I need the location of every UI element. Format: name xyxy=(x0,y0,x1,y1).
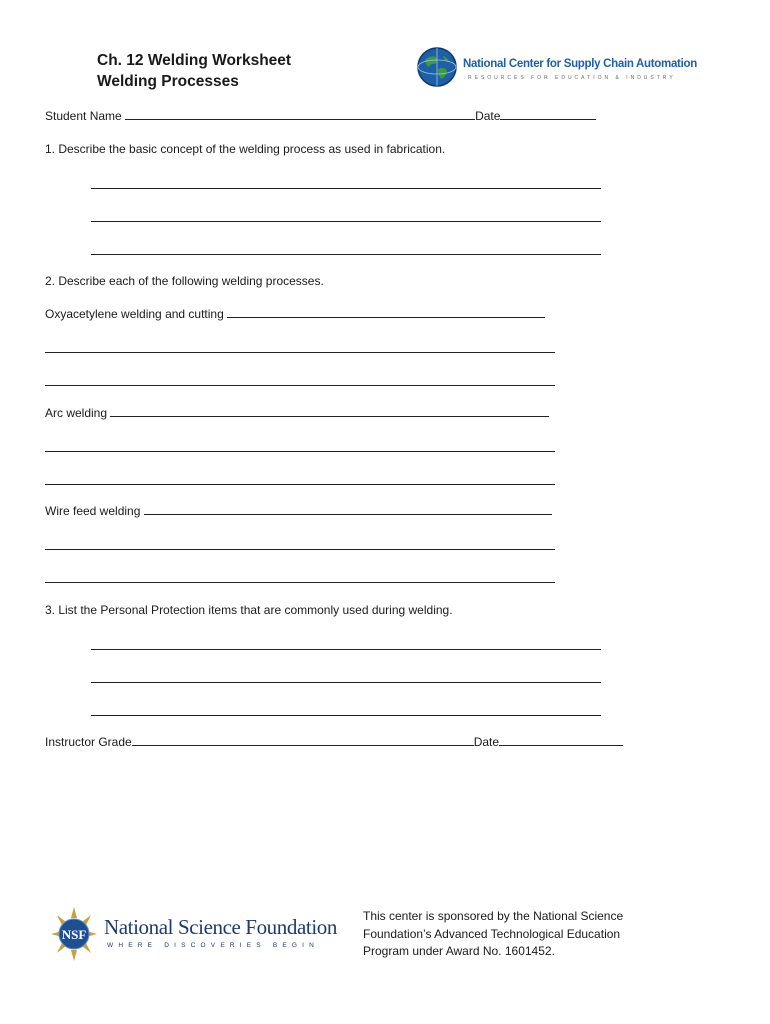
process-wire-feed xyxy=(45,504,552,518)
process-label: Wire feed welding xyxy=(45,504,141,518)
instructor-grade-label: Instructor Grade xyxy=(45,735,132,749)
answer-line[interactable] xyxy=(91,188,601,189)
answer-line[interactable] xyxy=(144,504,552,515)
student-name-blank[interactable] xyxy=(125,109,475,120)
answer-line[interactable] xyxy=(45,549,555,550)
grade-date-label: Date xyxy=(473,735,500,749)
nsf-tagline: WHERE DISCOVERIES BEGIN xyxy=(107,942,320,949)
answer-line[interactable] xyxy=(45,484,555,485)
ncsca-logo xyxy=(416,44,697,90)
sponsor-line-1: This center is sponsored by the National Science xyxy=(363,909,624,923)
student-name-label: Student Name xyxy=(45,109,122,123)
answer-line[interactable] xyxy=(91,682,601,683)
answer-line[interactable] xyxy=(45,385,555,386)
worksheet-title xyxy=(97,50,291,92)
process-label: Arc welding xyxy=(45,406,108,420)
ncsca-tagline: RESOURCES FOR EDUCATION & INDUSTRY xyxy=(468,75,676,81)
answer-line[interactable] xyxy=(91,649,601,650)
process-arc xyxy=(45,406,549,420)
date-label: Date xyxy=(475,109,501,123)
answer-line[interactable] xyxy=(45,352,555,353)
nsf-emblem-icon xyxy=(50,906,98,962)
nsf-logo xyxy=(50,906,337,964)
answer-line[interactable] xyxy=(45,582,555,583)
answer-line[interactable] xyxy=(91,715,601,716)
answer-line[interactable] xyxy=(110,406,549,417)
sponsor-line-2: Foundation’s Advanced Technological Education xyxy=(363,926,621,941)
answer-line[interactable] xyxy=(91,221,601,222)
title-line-2: Welding Processes xyxy=(97,73,239,90)
nsf-emblem-text: NSF xyxy=(61,927,87,942)
instructor-grade-line xyxy=(45,735,623,749)
answer-line[interactable] xyxy=(227,307,545,318)
date-blank[interactable] xyxy=(500,109,596,120)
answer-line[interactable] xyxy=(45,451,555,452)
title-line-1: Ch. 12 Welding Worksheet xyxy=(97,52,292,69)
sponsor-note xyxy=(363,908,653,961)
globe-icon xyxy=(416,46,458,88)
answer-line[interactable] xyxy=(91,254,601,255)
question-1: 1. Describe the basic concept of the welding process as used in fabrication. xyxy=(45,142,446,156)
grade-date-blank[interactable] xyxy=(499,735,623,746)
sponsor-line-3: Program under Award No. 1601452. xyxy=(363,944,555,958)
question-3: 3. List the Personal Protection items that are commonly used during welding. xyxy=(45,603,453,617)
grade-blank[interactable] xyxy=(132,735,474,746)
process-oxyacetylene xyxy=(45,307,545,321)
question-2: 2. Describe each of the following welding processes. xyxy=(45,274,324,288)
process-label: Oxyacetylene welding and cutting xyxy=(45,307,224,321)
student-name-line xyxy=(45,109,596,123)
nsf-name: National Science Foundation xyxy=(104,915,337,939)
ncsca-name: National Center for Supply Chain Automation xyxy=(463,58,697,70)
